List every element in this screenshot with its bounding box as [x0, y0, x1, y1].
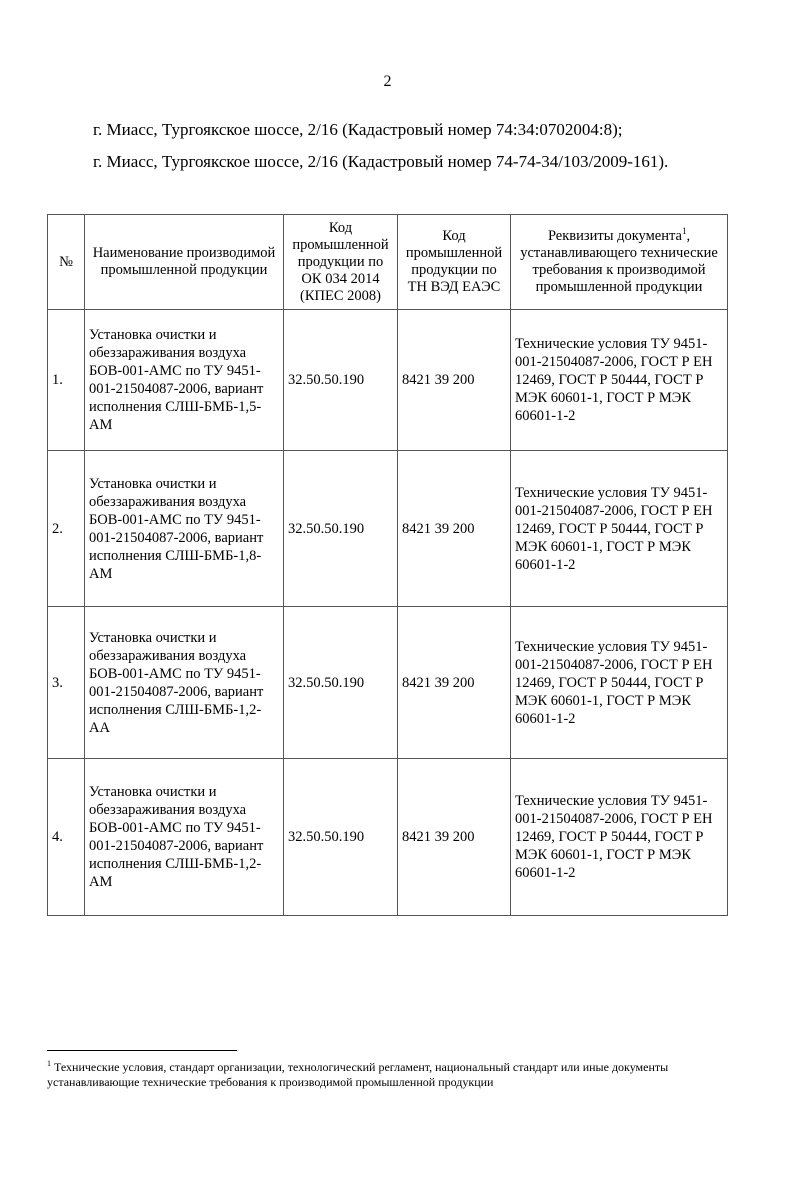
- tnved-code: 8421 39 200: [398, 451, 511, 607]
- footnote-reference: 1: [681, 226, 687, 237]
- row-number: 4.: [48, 759, 85, 916]
- page-number: 2: [383, 73, 392, 90]
- table-row: [48, 451, 728, 607]
- header-name: Наименование производимой промышленной продукции: [85, 215, 284, 310]
- header-requisites: [511, 215, 728, 310]
- footnote-separator: [47, 1050, 237, 1051]
- product-name: Установка очистки и обеззараживания воздуха БОВ-001-АМС по ТУ 9451-001-21504087-2006, вариант исполнения СЛШ-БМБ-1,2-АА: [85, 607, 284, 759]
- document-requisites: Технические условия ТУ 9451-001-21504087-2006, ГОСТ Р ЕН 12469, ГОСТ Р 50444, ГОСТ Р МЭК 60601-1, ГОСТ Р МЭК 60601-1-2: [511, 451, 728, 607]
- product-name: Установка очистки и обеззараживания воздуха БОВ-001-АМС по ТУ 9451-001-21504087-2006, вариант исполнения СЛШ-БМБ-1,8-АМ: [85, 451, 284, 607]
- footnote-text: Технические условия, стандарт организации, технологический регламент, национальный стандарт или иные документы устанавливающие технические требования к производимой промышленной продукции: [47, 1060, 669, 1089]
- okpd-code: 32.50.50.190: [284, 759, 398, 916]
- footnote: [47, 1060, 747, 1090]
- document-requisites: Технические условия ТУ 9451-001-21504087-2006, ГОСТ Р ЕН 12469, ГОСТ Р 50444, ГОСТ Р МЭК 60601-1, ГОСТ Р МЭК 60601-1-2: [511, 607, 728, 759]
- document-requisites: Технические условия ТУ 9451-001-21504087-2006, ГОСТ Р ЕН 12469, ГОСТ Р 50444, ГОСТ Р МЭК 60601-1, ГОСТ Р МЭК 60601-1-2: [511, 310, 728, 451]
- address-line-2: г. Миасс, Тургоякское шоссе, 2/16 (Кадастровый номер 74-74-34/103/2009-161).: [93, 152, 669, 171]
- tnved-code: 8421 39 200: [398, 607, 511, 759]
- tnved-code: 8421 39 200: [398, 759, 511, 916]
- header-number: №: [48, 215, 85, 310]
- table-header-row: [48, 215, 728, 310]
- header-tnved: Код промышленной продукции по ТН ВЭД ЕАЭС: [398, 215, 511, 310]
- document-requisites: Технические условия ТУ 9451-001-21504087-2006, ГОСТ Р ЕН 12469, ГОСТ Р 50444, ГОСТ Р МЭК 60601-1, ГОСТ Р МЭК 60601-1-2: [511, 759, 728, 916]
- header-okpd: Код промышленной продукции по ОК 034 2014 (КПЕС 2008): [284, 215, 398, 310]
- footnote-mark: 1: [47, 1059, 51, 1068]
- okpd-code: 32.50.50.190: [284, 310, 398, 451]
- products-table: [47, 214, 728, 916]
- tnved-code: 8421 39 200: [398, 310, 511, 451]
- address-line-1: г. Миасс, Тургоякское шоссе, 2/16 (Кадастровый номер 74:34:0702004:8);: [93, 120, 623, 139]
- okpd-code: 32.50.50.190: [284, 607, 398, 759]
- table-row: [48, 310, 728, 451]
- product-name: Установка очистки и обеззараживания воздуха БОВ-001-АМС по ТУ 9451-001-21504087-2006, вариант исполнения СЛШ-БМБ-1,2-АМ: [85, 759, 284, 916]
- header-requisites-text: Реквизиты документа: [547, 228, 682, 244]
- row-number: 3.: [48, 607, 85, 759]
- table-row: [48, 607, 728, 759]
- product-name: Установка очистки и обеззараживания воздуха БОВ-001-АМС по ТУ 9451-001-21504087-2006, вариант исполнения СЛШ-БМБ-1,5-АМ: [85, 310, 284, 451]
- header-requisites-rest: , устанавливающего технические требования к производимой промышленной продукции: [520, 228, 718, 295]
- okpd-code: 32.50.50.190: [284, 451, 398, 607]
- row-number: 2.: [48, 451, 85, 607]
- row-number: 1.: [48, 310, 85, 451]
- table-row: [48, 759, 728, 916]
